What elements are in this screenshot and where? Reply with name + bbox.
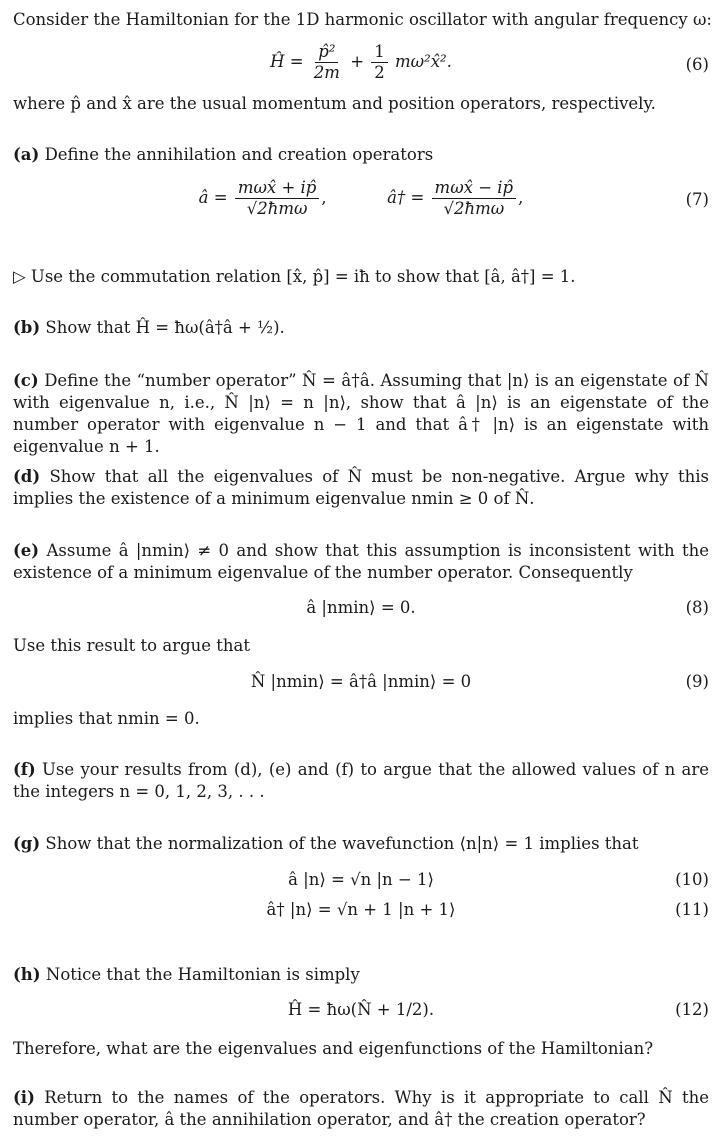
eq6-number: (6) xyxy=(685,55,709,74)
part-g xyxy=(13,833,709,855)
equation-11: â† |n⟩ = √n + 1 |n + 1⟩ xyxy=(266,900,456,919)
eq6-frac2-den: 2 xyxy=(374,63,385,82)
part-b-label: (b) xyxy=(13,318,41,337)
intro-text: Consider the Hamiltonian for the 1D harmonic oscillator with angular frequency ω: xyxy=(13,10,712,29)
part-h-label: (h) xyxy=(13,965,41,984)
eq6-rest: mω²x̂². xyxy=(395,52,452,71)
eq6-frac2 xyxy=(371,42,388,83)
eq6-plus: + xyxy=(350,52,365,71)
eq7-number: (7) xyxy=(685,190,709,209)
part-f-label: (f) xyxy=(13,760,36,779)
part-h-after: Therefore, what are the eigenvalues and eigenfunctions of the Hamiltonian? xyxy=(13,1039,654,1058)
part-g-text: Show that the normalization of the wavefunction ⟨n|n⟩ = 1 implies that xyxy=(45,834,639,853)
eq6-lhs: Ĥ = xyxy=(270,52,304,71)
eq7-adag-frac xyxy=(432,178,517,219)
part-g-label: (g) xyxy=(13,834,41,853)
part-c-label: (c) xyxy=(13,371,39,390)
part-c-text: Define the “number operator” N̂ = â†â. Assuming that |n⟩ is an eigenstate of N̂ with eigenvalue n, i.e., N̂ |n⟩ = n |n⟩, show that â |n⟩ is an eigenstate of the number operator with eigenvalue n − 1 and that â† |n⟩ is an eigenstate with eigenvalue n + 1. xyxy=(13,371,709,456)
equation-8: â |nmin⟩ = 0. xyxy=(306,598,416,617)
eq8-number: (8) xyxy=(685,598,709,617)
part-e xyxy=(13,540,709,584)
part-e-label: (e) xyxy=(13,541,40,560)
part-b xyxy=(13,317,709,339)
eq7-comma2: , xyxy=(518,188,524,207)
part-c xyxy=(13,370,709,458)
eq11-number: (11) xyxy=(675,900,709,919)
eq7-comma1: , xyxy=(321,188,327,207)
part-a-label: (a) xyxy=(13,145,40,164)
intro-after: where p̂ and x̂ are the usual momentum and position operators, respectively. xyxy=(13,94,656,113)
part-i-label: (i) xyxy=(13,1088,35,1107)
part-a xyxy=(13,144,709,166)
part-e-after: implies that nmin = 0. xyxy=(13,709,200,728)
eq6-frac1-den: 2m xyxy=(313,63,340,82)
eq7-adag-lhs: â† = xyxy=(387,188,425,207)
part-h-text: Notice that the Hamiltonian is simply xyxy=(45,965,360,984)
equation-9: N̂ |nmin⟩ = â†â |nmin⟩ = 0 xyxy=(250,672,472,691)
part-d-label: (d) xyxy=(13,467,41,486)
eq12-number: (12) xyxy=(675,1000,709,1019)
part-e-text: Assume â |nmin⟩ ≠ 0 and show that this assumption is inconsistent with the existence of a minimum eigenvalue of the number operator. Consequently xyxy=(13,541,709,582)
eq7-a-lhs: â = xyxy=(198,188,228,207)
eq7-a-frac xyxy=(235,178,320,219)
eq6-frac2-num: 1 xyxy=(371,42,388,63)
part-a-bullet: ▷ Use the commutation relation [x̂, p̂] = iħ to show that [â, â†] = 1. xyxy=(13,267,576,286)
problem-sheet xyxy=(13,0,712,1144)
part-e-mid: Use this result to argue that xyxy=(13,636,250,655)
part-i-text: Return to the names of the operators. Why is it appropriate to call N̂ the number operator, â the annihilation operator, and â† the creation operator? xyxy=(13,1088,709,1129)
part-d xyxy=(13,466,709,510)
part-f xyxy=(13,759,709,803)
part-f-text: Use your results from (d), (e) and (f) to argue that the allowed values of n are the integers n = 0, 1, 2, 3, . . . xyxy=(13,760,709,801)
equation-6 xyxy=(13,42,709,83)
eq9-number: (9) xyxy=(685,672,709,691)
eq6-frac1-num: p̂² xyxy=(315,42,338,63)
part-a-text: Define the annihilation and creation operators xyxy=(44,145,434,164)
eq7-a-den: √2ħmω xyxy=(246,199,308,218)
eq7-adag-num: mωx̂ − ip̂ xyxy=(432,178,517,199)
eq7-adag-den: √2ħmω xyxy=(443,199,505,218)
part-i xyxy=(13,1087,709,1131)
equation-12: Ĥ = ħω(N̂ + 1/2). xyxy=(287,1000,435,1019)
equation-7 xyxy=(13,178,709,219)
equation-10: â |n⟩ = √n |n − 1⟩ xyxy=(288,870,434,889)
part-h xyxy=(13,964,709,986)
eq7-a-num: mωx̂ + ip̂ xyxy=(235,178,320,199)
part-d-text: Show that all the eigenvalues of N̂ must be non-negative. Argue why this implies the existence of a minimum eigenvalue nmin ≥ 0 of N̂. xyxy=(13,467,709,508)
eq6-frac1 xyxy=(311,42,343,83)
eq10-number: (10) xyxy=(675,870,709,889)
part-b-text: Show that Ĥ = ħω(â†â + ½). xyxy=(45,318,285,337)
